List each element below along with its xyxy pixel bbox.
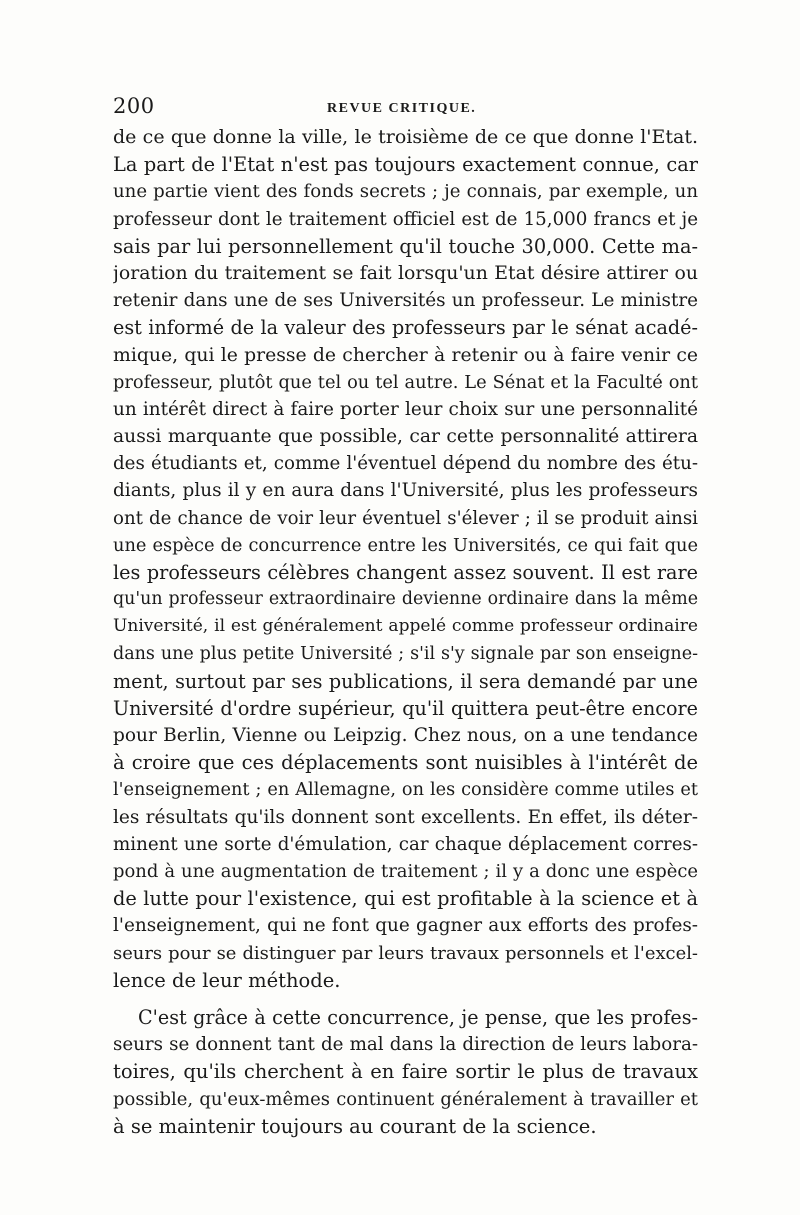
- text-line: à se maintenir toujours au courant de la science.: [113, 1114, 597, 1138]
- paragraph-2: [113, 1004, 698, 1140]
- page-number: 200: [113, 94, 155, 118]
- text-line: à croire que ces déplacements sont nuisibles à l'intérêt de: [113, 751, 698, 775]
- text-line: seurs pour se distinguer par leurs travaux personnels et l'excel-: [113, 942, 698, 964]
- text-line: La part de l'Etat n'est pas toujours exactement connue, car: [113, 153, 698, 177]
- running-title: REVUE CRITIQUE.: [327, 101, 477, 116]
- text-line: une partie vient des fonds secrets ; je connais, par exemple, un: [113, 181, 698, 203]
- text-line: ment, surtout par ses publications, il sera demandé par une: [113, 669, 698, 693]
- text-line: l'enseignement ; en Allemagne, on les considère comme utiles et: [113, 779, 698, 800]
- text-line: mique, qui le presse de chercher à retenir ou à faire venir ce: [113, 344, 698, 366]
- paragraph-1: [113, 124, 698, 994]
- text-line: les professeurs célèbres changent assez souvent. Il est rare: [113, 561, 698, 584]
- text-line: professeur, plutôt que tel ou tel autre. Le Sénat et la Faculté ont: [113, 371, 698, 393]
- text-line: pond à une augmentation de traitement ; il y a donc une espèce: [113, 861, 698, 883]
- text-line: minent une sorte d'émulation, car chaque déplacement corres-: [113, 833, 698, 855]
- page-header: [113, 94, 698, 122]
- text-line: les résultats qu'ils donnent sont excellents. En effet, ils déter-: [113, 806, 698, 828]
- text-line: Université, il est généralement appelé comme professeur ordinaire: [113, 616, 698, 637]
- text-line: sais par lui personnellement qu'il touche 30,000. Cette ma-: [113, 234, 698, 258]
- text-line: aussi marquante que possible, car cette personnalité attirera: [113, 426, 698, 448]
- text-line: ont de chance de voir leur éventuel s'élever ; il se produit ainsi: [113, 507, 698, 529]
- text-line: de ce que donne la ville, le troisième de ce que donne l'Etat.: [113, 126, 698, 148]
- text-line: dans une plus petite Université ; s'il s'y signale par son enseigne-: [113, 643, 698, 664]
- text-line: diants, plus il y en aura dans l'Université, plus les professeurs: [113, 480, 698, 502]
- body-text: [113, 124, 698, 1140]
- text-line: qu'un professeur extraordinaire devienne ordinaire dans la même: [113, 589, 698, 610]
- text-line: de lutte pour l'existence, qui est profitable à la science et à: [113, 887, 698, 911]
- text-line: retenir dans une de ses Universités un professeur. Le ministre: [113, 290, 698, 312]
- text-line: joration du traitement se fait lorsqu'un Etat désire attirer ou: [113, 261, 698, 284]
- text-line: C'est grâce à cette concurrence, je pense, que les profes-: [138, 1006, 698, 1029]
- text-line: l'enseignement, qui ne font que gagner aux efforts des profes-: [113, 915, 698, 937]
- text-line: est informé de la valeur des professeurs par le sénat acadé-: [113, 316, 698, 340]
- text-line: pour Berlin, Vienne ou Leipzig. Chez nous, on a une tendance: [113, 725, 698, 747]
- text-line: seurs se donnent tant de mal dans la direction de leurs labora-: [113, 1034, 698, 1056]
- paragraph-spacer: [113, 994, 698, 1004]
- text-line: professeur dont le traitement officiel est de 15,000 francs et je: [113, 208, 698, 230]
- text-line: un intérêt direct à faire porter leur choix sur une personnalité: [113, 398, 698, 420]
- text-line: lence de leur méthode.: [113, 968, 341, 992]
- text-line: Université d'ordre supérieur, qu'il quittera peut-être encore: [113, 696, 698, 720]
- text-line: une espèce de concurrence entre les Universités, ce qui fait que: [113, 534, 698, 556]
- text-line: toires, qu'ils cherchent à en faire sortir le plus de travaux: [113, 1060, 698, 1084]
- text-line: des étudiants et, comme l'éventuel dépend du nombre des étu-: [113, 453, 698, 475]
- text-line: possible, qu'eux-mêmes continuent généralement à travailler et: [113, 1088, 698, 1110]
